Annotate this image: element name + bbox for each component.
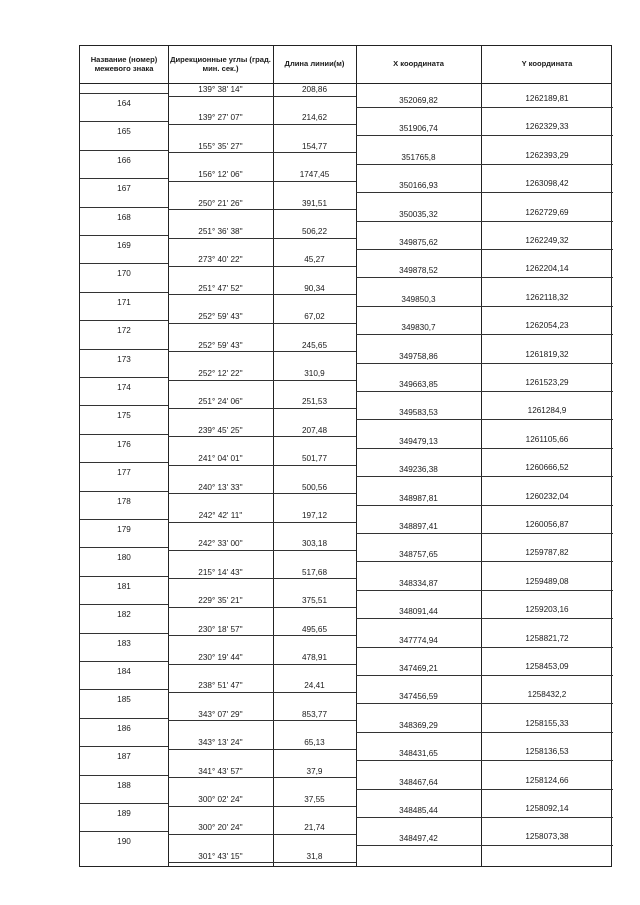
direction-angle: 155° 35' 27''	[198, 141, 243, 151]
row-rule	[80, 405, 168, 406]
y-coordinate: 1261284,9	[527, 406, 567, 416]
row-rule	[356, 221, 613, 222]
line-length: 21,74	[304, 823, 325, 833]
point-number: 167	[117, 184, 131, 194]
direction-angle: 252° 59' 43''	[198, 340, 243, 350]
row-rule	[356, 277, 613, 278]
line-length: 251,53	[301, 397, 328, 407]
header-point-name: Название (номер) межевого знака	[90, 54, 158, 73]
row-rule	[168, 266, 356, 267]
row-rule	[356, 334, 613, 335]
line-length: 37,55	[304, 795, 325, 804]
direction-angle: 251° 47' 52''	[198, 283, 243, 293]
point-number: 189	[117, 809, 131, 818]
direction-angle: 300° 20' 24''	[198, 823, 243, 833]
x-coordinate: 348431,65	[399, 749, 438, 759]
boundary-coordinates-table	[79, 45, 612, 867]
row-rule	[168, 408, 356, 409]
line-length: 375,51	[301, 596, 328, 606]
row-rule	[356, 306, 613, 307]
row-rule	[80, 207, 168, 208]
y-coordinate: 1258453,09	[525, 662, 569, 671]
x-coordinate: 347774,94	[399, 635, 438, 645]
point-number: 169	[117, 241, 131, 250]
y-coordinate: 1262118,32	[525, 292, 569, 302]
y-coordinate: 1262054,23	[525, 321, 569, 331]
row-rule	[80, 235, 168, 236]
point-number: 187	[117, 752, 131, 762]
point-number: 172	[117, 326, 131, 336]
y-coordinate: 1258821,72	[525, 633, 569, 643]
column-divider	[481, 46, 482, 866]
y-coordinate: 1259489,08	[525, 576, 569, 586]
row-rule	[356, 135, 613, 136]
y-coordinate: 1259787,82	[525, 548, 569, 558]
row-rule	[80, 689, 168, 690]
row-rule	[356, 533, 613, 534]
point-number: 185	[117, 695, 131, 705]
x-coordinate: 350035,32	[399, 209, 438, 219]
x-coordinate: 351906,74	[399, 124, 438, 134]
point-number: 178	[117, 496, 131, 506]
row-rule	[356, 164, 613, 165]
direction-angle: 343° 13' 24''	[198, 738, 243, 748]
column-divider	[356, 46, 357, 866]
line-length: 1747,45	[299, 170, 330, 180]
line-length: 214,62	[301, 113, 328, 123]
line-length: 37,9	[306, 766, 323, 776]
row-rule	[168, 380, 356, 381]
row-rule	[168, 664, 356, 665]
row-rule	[356, 590, 613, 591]
point-number: 174	[117, 383, 131, 392]
row-rule	[80, 519, 168, 520]
y-coordinate: 1258432,2	[527, 690, 567, 700]
point-number: 165	[117, 127, 131, 137]
direction-angle: 343° 07' 29''	[198, 709, 243, 719]
line-length: 391,51	[301, 198, 328, 208]
row-rule	[356, 505, 613, 506]
direction-angle: 341° 43' 57''	[198, 766, 243, 776]
row-rule	[168, 238, 356, 239]
row-rule	[168, 806, 356, 807]
row-rule	[168, 635, 356, 636]
direction-angle: 229° 35' 21''	[198, 596, 243, 606]
line-length: 90,34	[304, 283, 325, 293]
x-coordinate: 351765,8	[401, 152, 436, 162]
x-coordinate: 347456,59	[399, 692, 438, 702]
row-rule	[80, 633, 168, 634]
x-coordinate: 348497,42	[399, 834, 438, 844]
row-rule	[80, 377, 168, 378]
header-line-length: Длина линии(м)	[284, 59, 345, 69]
direction-angle: 251° 24' 06''	[198, 397, 243, 407]
x-coordinate: 349663,85	[399, 380, 438, 389]
direction-angle: 230° 18' 57''	[198, 624, 243, 634]
direction-angle: 240° 13' 33''	[198, 482, 243, 492]
row-rule	[356, 703, 613, 704]
row-rule	[168, 124, 356, 125]
point-number: 170	[117, 269, 131, 279]
row-rule	[168, 294, 356, 295]
row-rule	[80, 462, 168, 463]
x-coordinate: 349875,62	[399, 238, 438, 247]
row-rule	[356, 618, 613, 619]
y-coordinate: 1258073,38	[525, 832, 569, 842]
row-rule	[80, 803, 168, 804]
line-length: 500,56	[301, 482, 328, 492]
x-coordinate: 349758,86	[399, 351, 438, 361]
point-number: 166	[117, 155, 131, 165]
row-rule	[168, 323, 356, 324]
x-coordinate: 349583,53	[399, 408, 438, 418]
point-number: 180	[117, 553, 131, 563]
line-length: 208,86	[301, 85, 328, 94]
direction-angle: 230° 19' 44''	[198, 653, 243, 662]
line-length: 24,41	[304, 681, 325, 691]
direction-angle: 241° 04' 01''	[198, 454, 243, 464]
line-length: 45,27	[304, 255, 325, 265]
line-length: 506,22	[301, 227, 328, 236]
header-x-coordinate: X координата	[393, 59, 444, 69]
row-rule	[80, 604, 168, 605]
y-coordinate: 1258092,14	[525, 804, 569, 813]
direction-angle: 139° 38' 14''	[198, 85, 243, 94]
row-rule	[356, 675, 613, 676]
direction-angle: 239° 45' 25''	[198, 425, 243, 435]
y-coordinate: 1261105,66	[525, 434, 569, 444]
header-direction-angles: Дирекционные углы (град. мин. сек.)	[170, 54, 271, 73]
y-coordinate: 1261523,29	[525, 378, 569, 387]
y-coordinate: 1262189,81	[525, 94, 569, 103]
row-rule	[168, 749, 356, 750]
row-rule	[356, 249, 613, 250]
y-coordinate: 1262249,32	[525, 236, 569, 245]
x-coordinate: 348334,87	[399, 578, 438, 588]
row-rule	[80, 746, 168, 747]
row-rule	[168, 834, 356, 835]
direction-angle: 273° 40' 22''	[198, 255, 243, 265]
row-rule	[356, 419, 613, 420]
row-rule	[168, 522, 356, 523]
row-rule	[168, 550, 356, 551]
direction-angle: 242° 33' 00''	[198, 539, 243, 549]
row-rule	[80, 121, 168, 122]
row-rule	[80, 576, 168, 577]
row-rule	[356, 845, 613, 846]
point-number: 179	[117, 525, 131, 534]
x-coordinate: 349878,52	[399, 266, 438, 276]
point-number: 190	[117, 837, 131, 847]
direction-angle: 215° 14' 43''	[198, 567, 243, 577]
line-length: 207,48	[301, 425, 328, 435]
row-rule	[80, 150, 168, 151]
y-coordinate: 1262393,29	[525, 150, 569, 160]
row-rule	[168, 436, 356, 437]
x-coordinate: 348757,65	[399, 550, 438, 560]
y-coordinate: 1260666,52	[525, 463, 569, 473]
row-rule	[356, 391, 613, 392]
row-rule	[356, 107, 613, 108]
row-rule	[356, 817, 613, 818]
point-number: 164	[117, 99, 131, 108]
line-length: 65,13	[304, 738, 325, 748]
row-rule	[80, 547, 168, 548]
x-coordinate: 350166,93	[399, 181, 438, 191]
line-length: 31,8	[306, 851, 323, 861]
x-coordinate: 349479,13	[399, 436, 438, 446]
direction-angle: 300° 02' 24''	[198, 795, 243, 804]
row-rule	[168, 578, 356, 579]
point-number: 171	[117, 297, 131, 307]
y-coordinate: 1262204,14	[525, 264, 569, 274]
row-rule	[168, 607, 356, 608]
direction-angle: 251° 36' 38''	[198, 227, 243, 236]
line-length: 197,12	[301, 511, 328, 520]
row-rule	[356, 561, 613, 562]
point-number: 182	[117, 610, 131, 620]
line-length: 67,02	[304, 312, 325, 322]
direction-angle: 250° 21' 26''	[198, 198, 243, 208]
point-number: 181	[117, 581, 131, 591]
point-number: 184	[117, 667, 131, 676]
row-rule	[356, 363, 613, 364]
line-length: 517,68	[301, 567, 328, 577]
row-rule	[80, 831, 168, 832]
row-rule	[80, 349, 168, 350]
x-coordinate: 348467,64	[399, 777, 438, 787]
row-rule	[80, 178, 168, 179]
row-rule	[168, 152, 356, 153]
y-coordinate: 1258155,33	[525, 718, 569, 728]
row-rule	[80, 775, 168, 776]
x-coordinate: 349850,3	[401, 294, 436, 304]
direction-angle: 242° 42' 11''	[198, 511, 243, 520]
x-coordinate: 352069,82	[399, 96, 438, 105]
row-rule	[356, 760, 613, 761]
point-number: 175	[117, 411, 131, 421]
point-number: 188	[117, 780, 131, 790]
row-rule	[168, 720, 356, 721]
row-rule	[80, 718, 168, 719]
x-coordinate: 348091,44	[399, 607, 438, 617]
line-length: 154,77	[301, 141, 328, 151]
row-rule	[80, 292, 168, 293]
line-length: 303,18	[301, 539, 328, 549]
direction-angle: 252° 59' 43''	[198, 312, 243, 322]
row-rule	[356, 732, 613, 733]
line-length: 495,65	[301, 624, 328, 634]
table-header	[80, 46, 611, 84]
row-rule	[80, 320, 168, 321]
point-number: 176	[117, 439, 131, 449]
line-length: 501,77	[301, 454, 328, 464]
x-coordinate: 348987,81	[399, 493, 438, 503]
direction-angle: 252° 12' 22''	[198, 369, 243, 378]
y-coordinate: 1259203,16	[525, 605, 569, 615]
direction-angle: 301° 43' 15''	[198, 851, 243, 861]
direction-angle: 156° 12' 06''	[198, 170, 243, 180]
point-number: 177	[117, 468, 131, 478]
x-coordinate: 348369,29	[399, 720, 438, 730]
x-coordinate: 349236,38	[399, 465, 438, 475]
row-rule	[356, 789, 613, 790]
row-rule	[168, 692, 356, 693]
row-rule	[356, 448, 613, 449]
row-rule	[356, 192, 613, 193]
x-coordinate: 348897,41	[399, 522, 438, 531]
row-rule	[168, 862, 356, 863]
y-coordinate: 1261819,32	[525, 349, 569, 359]
y-coordinate: 1258136,53	[525, 747, 569, 757]
row-rule	[168, 209, 356, 210]
line-length: 853,77	[301, 709, 328, 719]
y-coordinate: 1258124,66	[525, 775, 569, 785]
row-rule	[168, 96, 356, 97]
row-rule	[168, 351, 356, 352]
line-length: 245,65	[301, 340, 328, 350]
y-coordinate: 1260056,87	[525, 520, 569, 529]
row-rule	[80, 661, 168, 662]
line-length: 478,91	[301, 653, 328, 662]
x-coordinate: 349830,7	[401, 323, 436, 333]
y-coordinate: 1262729,69	[525, 207, 569, 217]
y-coordinate: 1262329,33	[525, 122, 569, 132]
row-rule	[80, 263, 168, 264]
row-rule	[80, 491, 168, 492]
row-rule	[168, 493, 356, 494]
line-length: 310,9	[304, 369, 325, 378]
y-coordinate: 1263098,42	[525, 179, 569, 189]
row-rule	[168, 181, 356, 182]
point-number: 186	[117, 723, 131, 733]
row-rule	[168, 465, 356, 466]
row-rule	[168, 777, 356, 778]
row-rule	[356, 476, 613, 477]
row-rule	[80, 434, 168, 435]
point-number: 183	[117, 638, 131, 648]
row-rule	[80, 93, 168, 94]
point-number: 168	[117, 212, 131, 222]
direction-angle: 139° 27' 07''	[198, 113, 243, 123]
row-rule	[356, 647, 613, 648]
x-coordinate: 348485,44	[399, 806, 438, 815]
direction-angle: 238° 51' 47''	[198, 681, 243, 691]
point-number: 173	[117, 354, 131, 364]
y-coordinate: 1260232,04	[525, 491, 569, 501]
x-coordinate: 347469,21	[399, 664, 438, 673]
header-y-coordinate: Y координата	[521, 59, 573, 69]
